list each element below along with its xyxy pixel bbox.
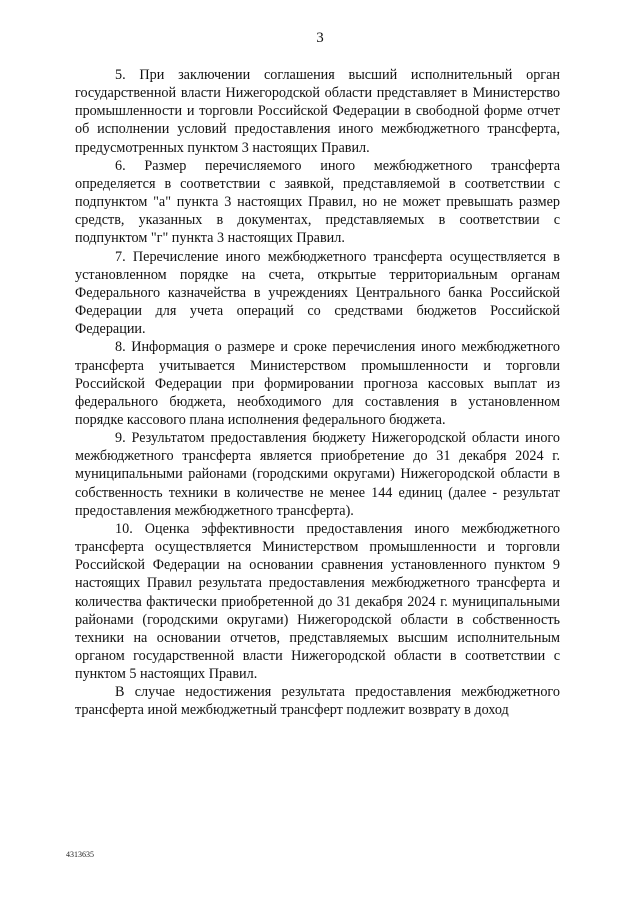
paragraph-8: 8. Информация о размере и сроке перечисления иного межбюджетного трансферта учитывается Министерством промышленности и торговли Российской Федерации при формировании прогноза кассовых выплат из федерального бюджета, необходимого для составления в установленном порядке кассового плана исполнения федерального бюджета. bbox=[75, 339, 560, 428]
paragraph-continuation: В случае недостижения результата предоставления межбюджетного трансферта иной межбюджетный трансферт подлежит возврату в доход bbox=[75, 684, 560, 719]
document-code: 4313635 bbox=[66, 850, 94, 859]
paragraph-7: 7. Перечисление иного межбюджетного трансферта осуществляется в установленном порядке на счета, открытые территориальным органам Федерального казначейства в учреждениях Центрального банка Российской Федерации для учета операций со средствами бюджетов Российской Федерации. bbox=[75, 248, 560, 338]
paragraph-9: 9. Результатом предоставления бюджету Нижегородской области иного межбюджетного трансферта является приобретение до 31 декабря 2024 г. муниципальными районами (городскими округами) Нижегородской области в собственность техники в количестве не менее 144 единиц (далее - результат предоставления межбюджетного трансферта). bbox=[75, 430, 560, 519]
document-body bbox=[75, 66, 560, 720]
paragraph-10: 10. Оценка эффективности предоставления иного межбюджетного трансферта осуществляется Министерством промышленности и торговли Российской Федерации на основании сравнения установленного пунктом 9 настоящих Правил результата предоставления межбюджетного трансферта и количества фактически приобретенной до 31 декабря 2024 г. муниципальными районами (городскими округами) Нижегородской области в собственность техники на основании отчетов, представляемых высшим исполнительным органом государственной власти Нижегородской области в соответствии с пунктом 5 настоящих Правил. bbox=[75, 520, 560, 683]
paragraph-6: 6. Размер перечисляемого иного межбюджетного трансферта определяется в соответствии с заявкой, представляемой в соответствии с подпунктом "а" пункта 3 настоящих Правил, но не может превышать размер средств, указанных в документах, представляемых в соответствии с подпунктом "г" пункта 3 настоящих Правил. bbox=[75, 157, 560, 247]
paragraph-5: 5. При заключении соглашения высший исполнительный орган государственной власти Нижегородской области представляет в Министерство промышленности и торговли Российской Федерации в свободной форме отчет об исполнении условий предоставления иного межбюджетного трансферта, предусмотренных пунктом 3 настоящих Правил. bbox=[75, 67, 560, 156]
page-number: 3 bbox=[316, 30, 324, 46]
